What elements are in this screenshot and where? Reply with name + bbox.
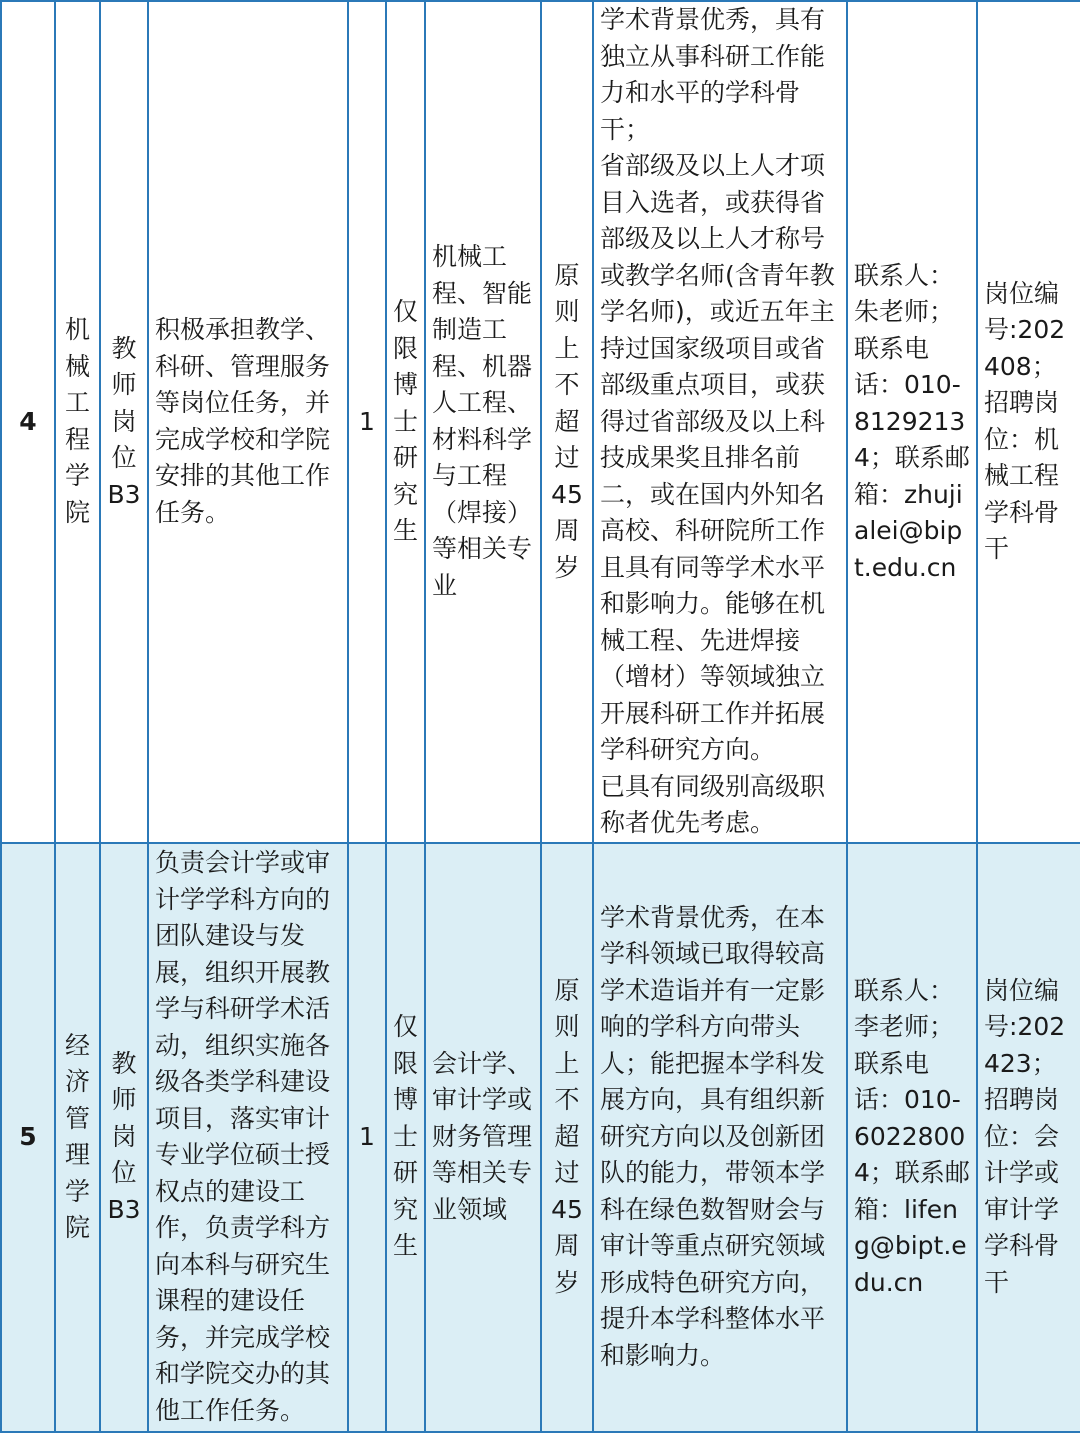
age-cell: 原则上不超过45周岁 — [541, 843, 593, 1432]
requirements-cell — [593, 1, 847, 843]
position-title: 招聘岗位：机械工程学科骨干 — [984, 388, 1060, 564]
education-cell: 仅限博士研究生 — [386, 843, 425, 1432]
requirement-line: 省部级及以上人才项目入选者，或获得省部级及以上人才称号或教学名师(含青年教学名师)，或近五年主持过国家级项目或省部级重点项目，或获得过省部级及以上科技成果奖且排名前二，或在国内外知名高校、科研院所工作且具有同等学术水平和影响力。能够在机械工程、先进焊接（增材）等领域独立开展科研工作并拓展学科研究方向。 — [600, 151, 835, 764]
duties-cell: 负责会计学或审计学学科方向的团队建设与发展，组织开展教学与科研学术活动，组织实施各级各类学科建设项目，落实审计专业学位硕士授权点的建设工作，负责学科方向本科与研究生课程的建设任务，并完成学校和学院交办的其他工作任务。 — [148, 843, 348, 1432]
duties-cell: 积极承担教学、科研、管理服务等岗位任务，并完成学校和学院安排的其他工作任务。 — [148, 1, 348, 843]
contact-cell: 联系人：朱老师；联系电话：010-81292134；联系邮箱：zhujialei@bipt.edu.cn — [847, 1, 977, 843]
notes-cell — [977, 843, 1080, 1432]
row-number: 4 — [1, 1, 55, 843]
requirement-line: 已具有同级别高级职称者优先考虑。 — [600, 771, 826, 837]
table-row — [1, 843, 1080, 1432]
position-title: 招聘岗位：会计学或审计学学科骨干 — [984, 1085, 1060, 1297]
education-cell: 仅限博士研究生 — [386, 1, 425, 843]
position-code: 岗位编号:202408； — [984, 278, 1066, 381]
age-cell: 原则上不超过45周岁 — [541, 1, 593, 843]
requirement-line: 学术背景优秀，具有独立从事科研工作能力和水平的学科骨干； — [600, 5, 826, 144]
contact-cell: 联系人：李老师；联系电话：010-60228004；联系邮箱：lifeng@bipt.edu.cn — [847, 843, 977, 1432]
requirements-cell — [593, 843, 847, 1432]
requirement-line: 学术背景优秀，在本学科领域已取得较高学术造诣并有一定影响的学科方向带头人；能把握本学科发展方向，具有组织新研究方向以及创新团队的能力，带领本学科在绿色数智财会与审计等重点研究领域形成特色研究方向，提升本学科整体水平和影响力。 — [600, 902, 826, 1370]
position-code: 岗位编号:202423； — [984, 975, 1066, 1078]
notes-cell — [977, 1, 1080, 843]
major-cell: 机械工程、智能制造工程、机器人工程、材料科学与工程（焊接）等相关专业 — [425, 1, 541, 843]
table-row — [1, 1, 1080, 843]
department-cell: 经济管理学院 — [55, 843, 100, 1432]
row-number: 5 — [1, 843, 55, 1432]
department-cell: 机械工程学院 — [55, 1, 100, 843]
count-cell: 1 — [348, 843, 386, 1432]
position-cell: 教师岗位B3 — [100, 843, 148, 1432]
major-cell: 会计学、审计学或财务管理等相关专业领域 — [425, 843, 541, 1432]
count-cell: 1 — [348, 1, 386, 843]
position-cell: 教师岗位B3 — [100, 1, 148, 843]
